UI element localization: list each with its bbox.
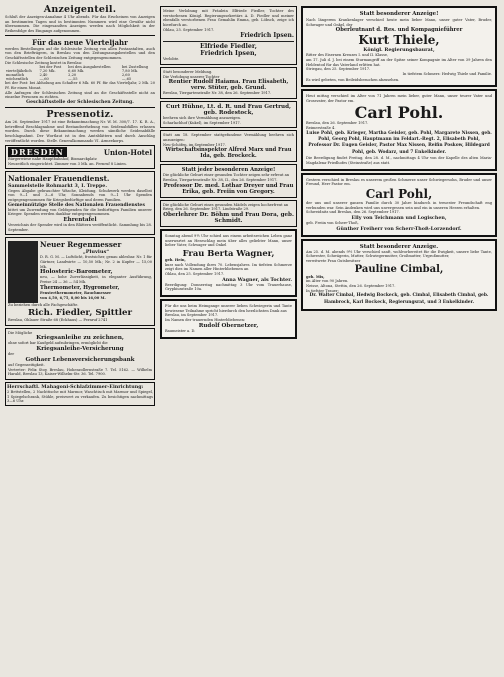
thermometer-title: Thermometer, Hygrometer, — [40, 284, 120, 291]
supplier-note: Zu beziehen durch alle Fachgeschäfte. — [8, 303, 79, 308]
furniture-text: 2 Bettstellen, 2 Nachttische mit Marmor, Waschtisch mit Marmor und Spiegel, 1 Spiegelschrank, Stühle, preiswert zu verkaufen. Zu besichtigen nachmittags 3—6 Uhr. — [7, 389, 153, 404]
pohl-family-address: Reimerstraße 4. — [306, 125, 336, 130]
hotel-text: Neuzeitlich eingerichtet. Zimmer von 3 Mk. an. Fernruf 8 Linien. — [8, 162, 127, 167]
frauendienst-title: Nationaler Frauendienst. — [8, 173, 110, 183]
furniture-title: Herrschaftl. Mahagoni-Schlafzimmer-Einrichtung: — [7, 383, 144, 390]
price-table — [5, 65, 155, 81]
price-cell: 7,20 Mk. — [39, 69, 56, 74]
marx-place: Neu-Schöfen, im September 1917. — [163, 142, 226, 147]
pohl-family-text: Heut mittag verschied im Alter von 71 Jahren mein lieber, guter Mann, unser teurer Vater und Grossvater, der Pastor em. — [306, 94, 492, 104]
press-note-title: Pressenotiz. — [46, 109, 114, 121]
dreyer-place: Breslau, Tiergartenstraße Nr. 38, II., den 26. September 1917. — [163, 178, 278, 183]
pohl-friends-text2: der uns und unserer ganzen Familie durch 30 Jahre hindurch in treuester Freundschaft eng verbunden war. Sein Andenken wird uns unvergessen sein und ein in unseren Herzen erhalten. — [306, 200, 492, 210]
haiama-head: Statt besonderer Meldung. — [163, 70, 213, 75]
war-loan-text: ohne sofort bar Kaufgeld aufzubringen, ermöglicht die — [8, 341, 108, 346]
marx-text: Statt am 18. September stattgefundene Vermählung beehren sich anzuzeigen: — [163, 133, 294, 143]
war-loan-title: Kriegsanleihe zu zeichnen, — [36, 335, 124, 342]
hotel-address: Bürgerwiese nahe Hauptbahnhof, Bismarckplatz — [8, 157, 97, 162]
pohl-friends-signer1: Elly von Teichmann und Logischen, — [351, 214, 447, 221]
thermometer-price: von 4,50, 6,75, 8,00 bis 16,00 M. — [40, 295, 106, 300]
gotha-ad — [5, 328, 155, 380]
cimbal-place: Neisse, Altona, Stettin, den 26. September 1917. — [306, 283, 396, 288]
sammelstelle-text: Gegen Abgabe gebrauchter Wäsche, Kleidung, Schuhwerk werden daselbst von 9—1 und 3—6 Uhr, Sonnabends von 9—1 Uhr Spenden entgegengenommen für Kriegsbedürftige und deren Familien. — [8, 188, 152, 203]
gemeinnuetzig-title: Gemeinnützige Stelle des Nationalen Frauendienstes — [8, 202, 145, 208]
fiedler-name: Rich. Fiedler, Spittler — [27, 308, 132, 319]
price-header: bei Zustellung — [121, 65, 149, 70]
frauendienst-ad — [5, 171, 155, 236]
pohl-friends-signer1b: geb. Freiin von Scherr-Thoß, — [306, 220, 359, 225]
obernetzer-thanks — [160, 299, 297, 338]
thanks-role: Baumeister a. D. — [165, 328, 196, 333]
pohl-family-members: Luise Pohl, geb. Krieger, Martha Geisler, geb. Pohl, Margarete Nissen, geb. Pohl, Georg Pohl, Hauptmann im Feldart.-Regt. 2, Elisabeth Pohl, Professor Dr. Eugen Geisler, Pastor Max Nissen, Reifin Poskow, Hildegard Pohl, geb. Wodarz, und 7 Enkelkinder. — [306, 130, 492, 155]
hotel-ad — [5, 145, 155, 168]
price-cell: —,60 — [39, 77, 49, 82]
thiele-title: Königl. Regierungsbaurat, — [363, 47, 435, 54]
boehm-place: Brieg, den 26. September 1917. Lindstraße 29. — [163, 207, 250, 212]
column-middle — [160, 4, 297, 341]
thanks-place: Breslau, im September 1917. — [165, 313, 219, 318]
pohl-obituary-family — [301, 89, 497, 170]
boehm-notice — [160, 200, 297, 227]
haiama-place: Breslau, Tiergartenstraße Nr. 38, den 26. September 1917. — [163, 91, 272, 96]
wagner-born: geb. Hein, — [165, 258, 186, 263]
cimbal-obituary — [301, 239, 497, 311]
column-left — [5, 4, 155, 406]
haiama-notice — [160, 67, 297, 99]
ehrentafel-title: Ehrentafel — [63, 217, 97, 224]
pohl-friends-place: Schweidnitz und Breslau, den 26. September 1917. — [306, 210, 400, 215]
price-header: bei den Ausgabestellen — [68, 65, 111, 70]
barometer-text: neu, — hohe Zuverlässigkeit, in eleganter Ausführung, Preise 24 — 36 — 54 Mk. — [40, 275, 152, 285]
gotha-intro: Die Mögliche — [8, 330, 33, 335]
gemeinnuetzig-text: bittet um Zuwendung von Geldspenden für die bedürftigen Familien unserer Krieger. Spenden werden dankbar entgegengenommen. — [8, 207, 152, 217]
marx-names: Wirtschaftsinspektor Alfred Marx und Frau Ida, geb. Brockeck. — [165, 147, 292, 160]
thermometer-sub: Fensterthermometer, Rauchmesser — [40, 290, 112, 295]
fiedler-address: Breslau, Ohlauer Straße 68 (Eckhaus) — Fernruf 2741 — [8, 318, 108, 323]
thiele-place: Striegau, den 25. September 1917. — [306, 67, 371, 72]
price-cell: 2,20 — [68, 73, 77, 78]
sammelstelle-title: Sammelstelle Rohmarkt 3, I. Treppe. — [8, 182, 108, 189]
press-note-text: Am 26. September 1917 ist eine Bekanntmachung Nr. W. M. 300/7. 17. K. R. A., betreffend Beschlagnahme und Bestandserhebung von Seidenabfällen erlassen worden. Durch diese Bekanntmachung werden sämtliche Seidenabfälle beschlagnahmt. Der Wortlaut ist in den Amtsblättern und durch Anschlag veröffentlicht worden. Stellv. Generalkommando VI. Armeekorps. — [5, 120, 155, 143]
war-loan-insurance: Kriegsanleihe-Versicherung — [36, 346, 124, 353]
pluvius-name: „Pluvius“ — [82, 249, 110, 256]
wagner-obituary — [160, 229, 297, 297]
engagement-signer: Friedrich Ipsen. — [240, 32, 294, 40]
engaged-bride: Elfriede Fiedler, — [200, 43, 257, 51]
dreyer-names: Professor Dr. med. Lothar Dreyer und Frau Erika, geb. Freiin von Gregory. — [163, 182, 294, 195]
boehm-text: Die glückliche Geburt eines gesunden Mädels zeigen hocherfreut an — [163, 202, 289, 207]
thiele-text2: am 17. Juli d. J. bei einem Sturmangriff an der Spitze seiner Kompagnie im Alter von 39 Jahren den Heldentod für das Vaterland erlitten hat. — [306, 58, 492, 67]
thiele-obituary — [301, 6, 497, 87]
office-signature: Geschäftsstelle der Schlesischen Zeitung. — [26, 100, 134, 106]
price-cell: —,65 — [121, 77, 132, 82]
huehne-text: beehren sich ihre Vermählung anzuzeigen. — [163, 116, 241, 121]
quarter-text: werden Bestellungen auf die Schlesische Zeitung von allen Postanstalten, auch von den Briefträgern, in Breslau von den Zeitungsausgabestellen und den Geschäftsstellen der Schlesischen Zeitung entgegengenommen. — [5, 46, 155, 61]
thanks-name: Rudolf Obernetzer, — [198, 322, 259, 329]
barometer-title: Holosteric-Barometer, — [40, 269, 113, 276]
post-pickup-text: bei der Post: bei Abholung am Schalter 6 Mk. 60 Pf. für das Vierteljahr, 2 Mk. 20 Pf. für einen Monat. — [5, 81, 155, 91]
price-cell: 6,60 Mk. — [68, 69, 85, 74]
price-cell: 2,60 — [121, 73, 130, 78]
anzeigenteil-title: Anzeigenteil. — [43, 4, 117, 15]
price-cell: wöchentlich — [6, 77, 29, 82]
engagement-text: Meine Verlobung mit Fräulein Elfriede Fiedler, Tochter des verstorbenen Königl. Regierungssekretärs A. D. Fiedler und meiner ebenfalls verstorbenen Frau Gemahlin Emma, geb. Löbsch, zeige ich hierdurch an. — [163, 9, 294, 28]
huehne-place: Scharlachhof (Kukel), im September 1917. — [163, 120, 241, 125]
pohl-friends-signer2: Günther Freiherr von Scherr-Thoß-Lorzendorf. — [336, 225, 462, 232]
instrument-ad — [5, 237, 155, 325]
furniture-ad — [5, 382, 155, 406]
thiele-name: Kurt Thiele, — [358, 33, 440, 48]
thiele-text: Nach längerem Krankenlager verschied heute mein lieber Mann, unser guter Vater, Bruder, Schwager und Onkel, der — [306, 18, 492, 27]
wagner-name: Frau Berta Wagner, — [182, 248, 275, 259]
haiama-names: Rentier Rudolf Haiama. Frau Elisabeth, verw. Stüter, geb. Grund. — [168, 79, 289, 92]
thiele-cross: Ritter des Eisernen Kreuzes I. und II. Klasse, — [306, 53, 389, 58]
regenmesser-text: D. R. G. M. — Luftdicht, frostsicher, genau ablesbar. Nr. 1 für Gärtner, Landwirte — 10,50 Mk.; Nr. 2 in Kupfer — 15,00 Mk. — [40, 255, 152, 269]
gotha-sub: auf Gegenseitigkeit. — [8, 362, 45, 367]
wagner-place: Ohlau, den 25. September 1917. — [165, 272, 225, 277]
cimbal-text: Am 25. d. M. abends 9½ Uhr verschied sanft, wohlvorbereitet für die Ewigkeit, unsere liebe Tante, Schwester, Schwägerin, Mutter, Schwiegermutter, Großmutter, Urgroßmutter, — [306, 249, 492, 259]
hotel-city: DRESDEN — [8, 147, 67, 157]
price-row — [5, 69, 155, 73]
gotha-agents: Vertreter: Felix Stoy, Breslau, Hohenzollernstraße 7. Tel. 5162. — Wilhelm Harald, Breslau 13, Kaiser-Wilhelm-Str. 36. Tel. 7900. — [8, 367, 152, 377]
cimbal-widow: verwitwete Frau Gutsbesitzer — [306, 258, 361, 263]
thiele-foot: Es wird gebeten, von Beileidsbesuchen abzusehen. — [306, 77, 400, 82]
engaged-label: Verlobte. — [163, 57, 180, 62]
cimbal-name: Pauline Cimbal, — [354, 263, 444, 275]
cimbal-born: geb. Mix, — [306, 274, 325, 279]
pohl-obituary-friends — [301, 173, 497, 237]
wagner-text: Sonntag abend 9½ Uhr schied aus einem arbeitsreichen Leben ganz unerwartet an Herzschlag mein über alles geliebter Mann, unser lieber Vater, Schwager und Onkel — [165, 234, 292, 248]
price-cell: 2,40 — [39, 73, 48, 78]
ehrentafel-text: Verzeichnis der Spender wird in den Blättern veröffentlicht. Sammlung bis 28. September. — [8, 223, 152, 232]
thiele-rank: Oberleutnant d. Res. und Kompagnieführer — [335, 27, 463, 34]
huehne-notice — [160, 101, 297, 128]
war-loan-der: der — [8, 352, 15, 357]
dreyer-head: Statt jeder besonderen Anzeige! — [181, 167, 276, 174]
price-cell: —,55 — [68, 77, 78, 82]
wagner-funeral: Beerdigung: Donnerstag nachmittag 3 Uhr vom Trauerhause, Gryphiusstraße 10a. — [165, 282, 292, 292]
marx-notice — [160, 130, 297, 162]
thiele-signer: In tiefstem Schmerz: Hedwig Thiele und Familie. — [402, 72, 492, 77]
quarter-heading: Für das neue Vierteljahr — [32, 37, 128, 47]
haiama-text: Die Verlobung unserer Tochter — [163, 74, 220, 79]
anzeigen-note: Schluß der Anzeigen-Annahme 4 Uhr abends. Für das Erscheinen von Anzeigen an bestimmten Tagen und in bestimmten Nummern wird eine Gewähr nicht übernommen. Die eingesandten Anzeigen werden nach Möglichkeit in der Reihenfolge des Eingangs aufgenommen. — [5, 15, 155, 34]
price-cell: monatlich — [6, 73, 25, 78]
wagner-signer: Anna Wagner, als Tochter. — [222, 276, 292, 283]
regenmesser-title: Neuer Regenmesser — [40, 240, 122, 250]
engagement-place: Ohlau, 25. September 1917. — [163, 27, 215, 32]
boehm-names: Oberlehrer Dr. Böhm und Frau Dora, geb. Schmidt. — [163, 212, 294, 225]
pohl-family-place: Breslau, den 26. September 1917. — [306, 121, 369, 126]
hotel-name: Union-Hotel — [103, 147, 152, 157]
engagement-notice — [160, 6, 297, 65]
thanks-sub: Im Namen der trauernden Hinterbliebenen: — [165, 318, 246, 323]
price-cell: 7,80 Mk. — [121, 69, 139, 74]
pohl-friends-text: Gestern verschied in Breslau es unserem großen Schmerze unser Schwiegersohn, Bruder und unser Freund, Herr Pastor em. — [306, 177, 492, 187]
inquiry-text: Alle Anfragen der Schlesischen Zeitung sind an die Geschäftsstelle nicht an einzelne Personen zu richten. — [5, 90, 155, 100]
dreyer-notice — [160, 164, 297, 197]
price-header: bei der Post — [39, 65, 62, 70]
price-line: Die Schlesische Zeitung kostet in Breslau: — [5, 60, 83, 65]
cimbal-age: im Alter von 90 Jahren. — [306, 279, 349, 284]
cimbal-family: Dr. Walter Cimbal, Hedwig Bockeck, geb. Cimbal, Elisabeth Cimbal, geb. Hambrock, Karl Bockeck, Regierungsrat, und 3 Enkelkinder. — [309, 293, 489, 305]
rain-gauge-picture — [8, 241, 38, 303]
pohl-family-funeral: Die Beerdigung findet Freitag, den 28. d. M., nachmittags 4 Uhr von der Kapelle des alten Maria-Magdalena-Friedhofes (Steinstraße) aus statt. — [306, 156, 492, 165]
column-right — [301, 4, 497, 313]
engaged-groom: Friedrich Ipsen, — [200, 50, 257, 58]
pohl-family-name: Carl Pohl. — [354, 102, 444, 122]
thanks-text: Für die uns beim Heimgange unserer lieben Schwiegerin und Tante bewiesene Teilnahme spricht hierdurch den herzlichsten Dank aus — [165, 304, 292, 313]
gotha-bank: Gothaer Lebensversicherungsbank — [25, 356, 135, 363]
huehne-names: Curt Hühne, Lt. d. R. und Frau Gertrud, geb. Rodestock, — [166, 104, 291, 117]
thiele-head: Statt besonderer Anzeige! — [359, 11, 439, 17]
wagner-text2: kurz nach Vollendung ihres 70. Lebensjahres. Im tiefsten Schmerze zeigt dies im Namen aller Hinterbliebenen an — [165, 262, 292, 272]
dreyer-text: Die glückliche Geburt einer gesunden Tochter zeigen sehr erfreut an — [163, 173, 290, 178]
cimbal-mourning: In tiefster Trauer: — [306, 288, 339, 293]
price-cell: vierteljährlich — [6, 69, 32, 74]
cimbal-head: Statt besonderer Anzeige. — [359, 243, 439, 250]
pohl-friends-name: Carl Pohl, — [365, 186, 433, 201]
